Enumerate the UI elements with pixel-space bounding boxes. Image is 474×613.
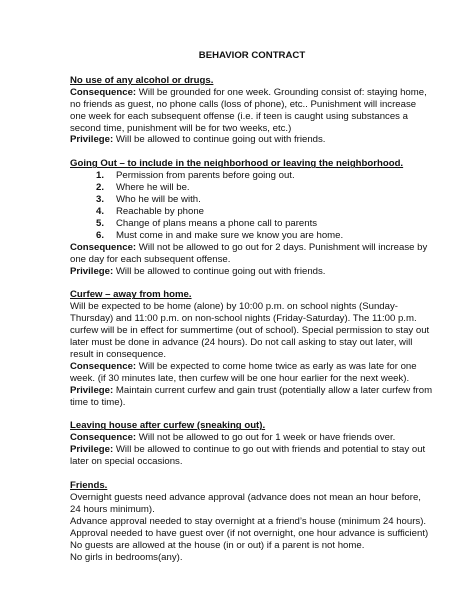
section-alcohol-drugs [70,75,434,146]
consequence-paragraph [70,432,434,444]
friends-rule-line: No guests are allowed at the house (in or out) if a parent is not home. [70,539,365,551]
friends-rule-line: No girls in bedrooms(any). [70,551,183,563]
list-item [70,194,434,206]
list-number: 5. [96,217,105,229]
consequence-label: Consequence: [70,86,137,98]
list-number: 3. [96,194,105,206]
friends-rule-line: Advance approval needed to stay overnight at a friend’s house (minimum 24 hours). [70,515,427,527]
privilege-label: Privilege: [70,265,114,277]
consequence-label: Consequence: [70,360,137,372]
section-friends [70,480,434,563]
list-item [70,218,434,230]
consequence-text: Will be grounded for one week. Grounding consist of: staying home, no friends as guest, no phone calls (loss of phone), etc.. Punishment will increase one week for each subsequent offense (i.e. if teen is caught using substances a second time, punishment will be for two weeks, etc.) [70,86,427,134]
privilege-paragraph [70,385,434,409]
privilege-label: Privilege: [70,384,114,396]
section-heading: Going Out – to include in the neighborhood or leaving the neighborhood. [70,158,404,170]
list-item [70,170,434,182]
consequence-paragraph [70,361,434,385]
list-item [70,230,434,242]
consequence-paragraph [70,242,434,266]
list-number: 1. [96,170,105,182]
list-text: Where he will be. [116,182,190,194]
friends-rule-line: Overnight guests need advance approval (advance does not mean an hour before, 24 hours minimum). [70,492,421,515]
consequence-label: Consequence: [70,432,137,444]
section-going-out [70,158,434,277]
list-number: 4. [96,205,105,217]
privilege-label: Privilege: [70,134,114,146]
privilege-paragraph [70,134,434,146]
list-number: 2. [96,182,105,194]
consequence-paragraph [70,87,434,135]
privilege-text: Will be allowed to continue going out with friends. [115,265,326,277]
list-number: 6. [96,229,105,241]
privilege-label: Privilege: [70,444,114,456]
privilege-text: Will be allowed to continue to go out with friends and potential to stay out later on special occasions. [70,444,426,468]
privilege-paragraph [70,266,434,278]
privilege-text: Will be allowed to continue going out with friends. [115,134,326,146]
privilege-text: Maintain current curfew and gain trust (potentially allow a later curfew from time to time). [70,384,433,408]
list-text: Must come in and make sure we know you are home. [116,229,344,241]
going-out-rules-list [70,170,434,241]
section-heading: Friends. [70,480,108,492]
list-text: Who he will be with. [116,194,201,206]
privilege-paragraph [70,444,434,468]
consequence-text: Will not be allowed to go out for 1 week or have friends over. [138,432,396,444]
consequence-label: Consequence: [70,241,137,253]
section-curfew [70,289,434,408]
list-text: Change of plans means a phone call to parents [116,217,318,229]
curfew-intro: Will be expected to be home (alone) by 10:00 p.m. on school nights (Sunday-Thursday) and 11:00 p.m. on non-school nights (Friday-Saturday). The 11:00 p.m. curfew will be in effect for summertime (out of school). Special permission to stay out later must be done in advance (24 hours). Do not call asking to stay out later, will result in consequence. [70,301,430,360]
section-heading: Leaving house after curfew (sneaking out). [70,420,266,432]
consequence-text: Will be expected to come home twice as early as was late for one week. (if 30 minutes late, then curfew will be one hour earlier for the next week). [70,360,417,384]
list-text: Permission from parents before going out. [116,170,295,182]
section-sneaking-out [70,420,434,468]
list-item [70,182,434,194]
list-text: Reachable by phone [116,205,205,217]
consequence-text: Will not be allowed to go out for 2 days. Punishment will increase by one day for each subsequent offense. [70,241,428,265]
document-title: BEHAVIOR CONTRACT [198,50,306,61]
list-item [70,206,434,218]
section-heading: No use of any alcohol or drugs. [70,74,214,86]
section-heading: Curfew – away from home. [70,289,192,301]
friends-rule-line: Approval needed to have guest over (if not overnight, one hour advance is sufficient) [70,527,429,539]
